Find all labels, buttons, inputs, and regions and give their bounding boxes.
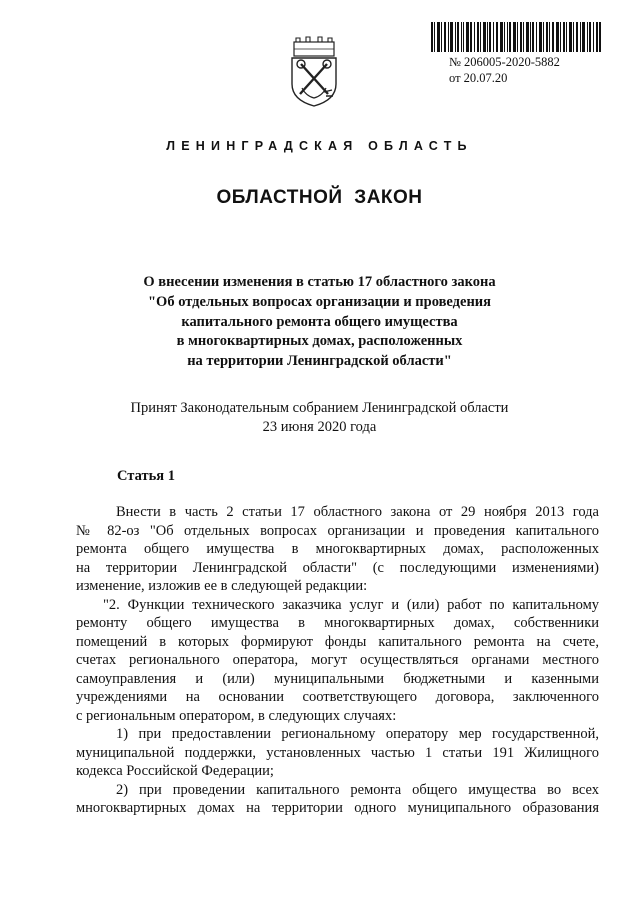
law-title-line: О внесении изменения в статью 17 областного закона <box>143 274 496 290</box>
text-line: Внести в часть 2 статьи 17 областного закона от 29 ноября 2013 года <box>116 504 599 520</box>
paragraph-item-2 <box>76 781 599 818</box>
text-line: счетах регионального оператора, могут осуществляться органами местного <box>76 652 599 668</box>
document-date: от 20.07.20 <box>449 71 508 85</box>
article-body <box>76 503 599 818</box>
text-line: с региональным оператором, в следующих случаях: <box>76 707 397 724</box>
paragraph-item-1 <box>76 725 599 781</box>
text-line: ремонта общего имущества в многоквартирных домах, расположенных <box>76 541 599 557</box>
region-name: ЛЕНИНГРАДСКАЯ ОБЛАСТЬ <box>166 139 473 153</box>
text-line: изменение, изложив ее в следующей редакции: <box>76 578 368 594</box>
law-title-line: "Об отдельных вопросах организации и проведения <box>147 293 491 310</box>
text-line: муниципальной поддержки, установленных частью 1 статьи 191 Жилищного <box>76 744 599 761</box>
document-number: № 206005-2020-5882 <box>449 55 560 69</box>
text-line: самоуправления и (или) муниципальными бюджетными и казенными <box>76 670 599 687</box>
adoption-date: 23 июня 2020 года <box>262 419 377 435</box>
law-title <box>100 273 539 372</box>
text-line: многоквартирных домах на территории одного муниципального образования <box>76 800 599 816</box>
text-line: ремонту общего имущества в многоквартирных домах, собственники <box>76 615 599 631</box>
article-heading: Статья 1 <box>117 468 175 484</box>
text-line: кодекса Российской Федерации; <box>76 763 274 779</box>
law-title-line: капитального ремонта общего имущества <box>181 313 458 330</box>
paragraph-part-2 <box>76 596 599 726</box>
text-line: учреждениями на основании соответствующего договора, заключенного <box>76 689 599 705</box>
adoption-note <box>60 399 579 437</box>
text-line: "2. Функции технического заказчика услуг и (или) работ по капитальному <box>103 596 599 613</box>
text-line: на территории Ленинградской области" (с последующими изменениями) <box>76 559 599 576</box>
text-line: помещений в которых формируют фонды капитального ремонта на счете, <box>76 633 599 650</box>
document-registration <box>449 54 560 86</box>
adoption-line: Принят Законодательным собранием Ленинградской области <box>130 400 509 416</box>
law-title-line: в многоквартирных домах, расположенных <box>176 333 463 350</box>
law-title-line: на территории Ленинградской области" <box>187 353 452 370</box>
law-type-heading: ОБЛАСТНОЙ ЗАКОН <box>216 187 423 208</box>
paragraph-amendment <box>76 503 599 596</box>
leningrad-oblast-coat-of-arms <box>284 36 344 108</box>
text-line: № 82-оз "Об отдельных вопросах организации и проведения капитального <box>76 522 599 539</box>
text-line: 2) при проведении капитального ремонта общего имущества во всех <box>116 781 599 798</box>
document-barcode <box>431 22 601 52</box>
text-line: 1) при предоставлении региональному оператору мер государственной, <box>116 726 599 742</box>
